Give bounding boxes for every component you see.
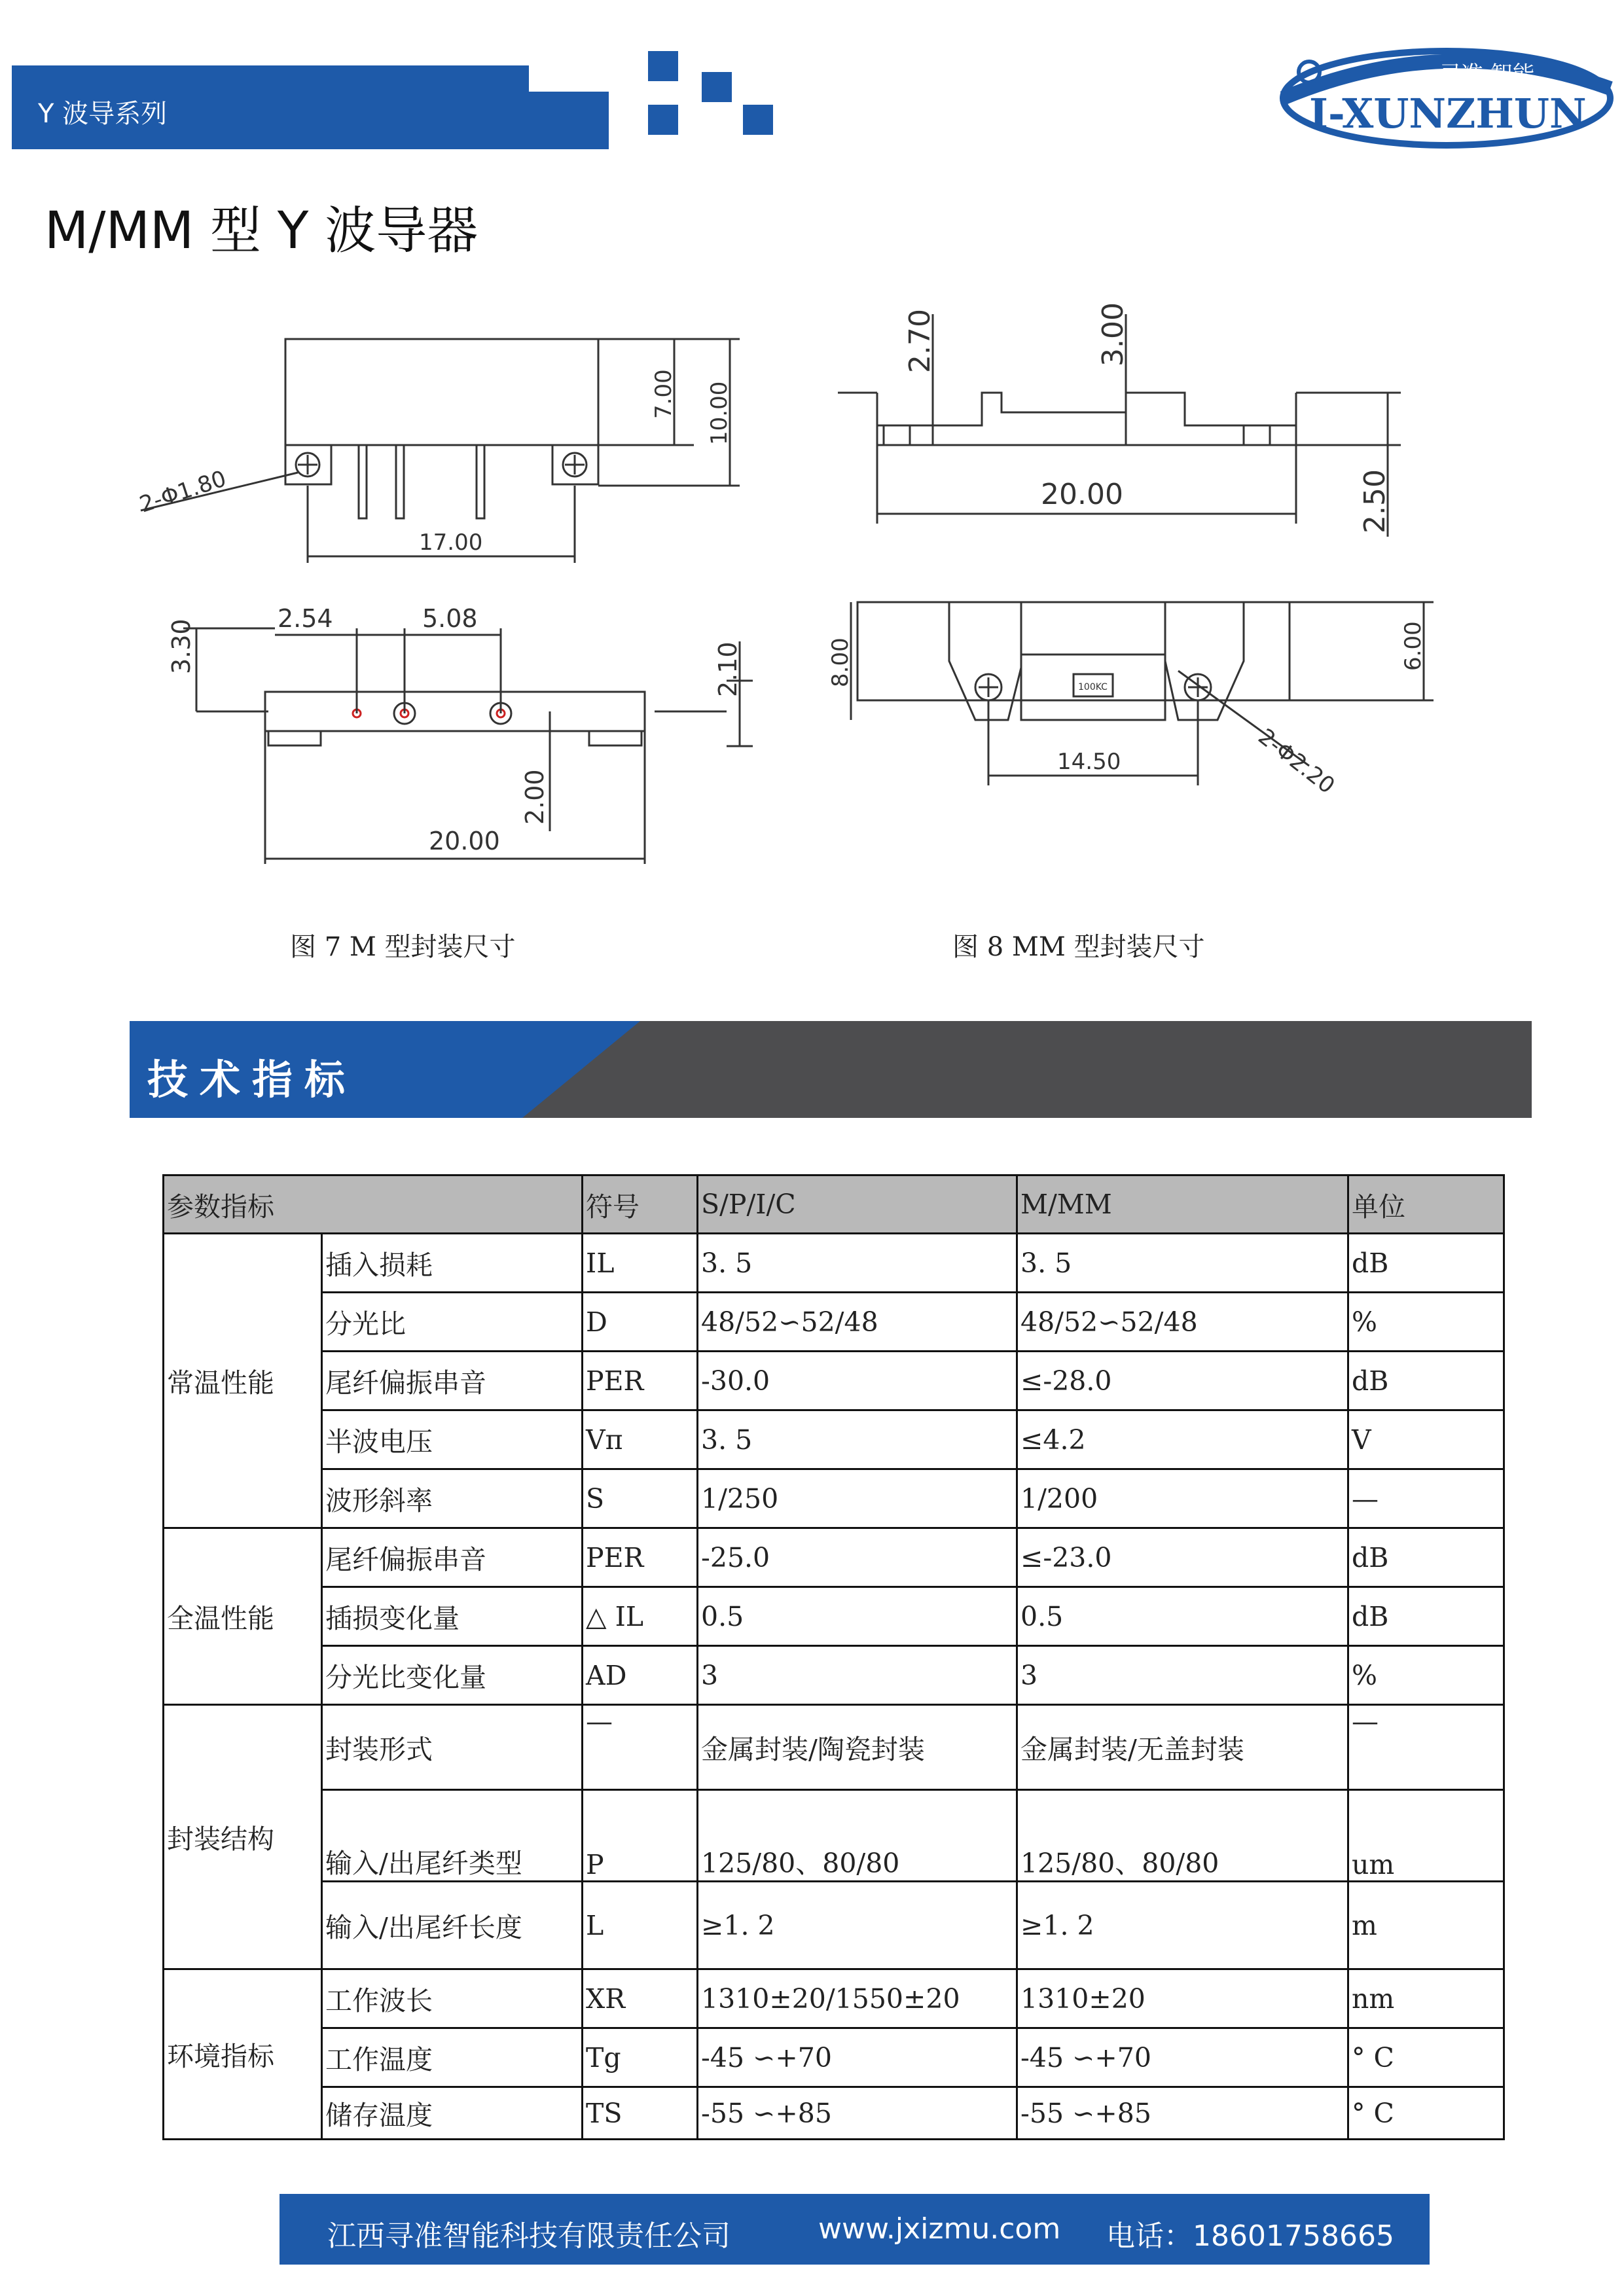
svg-text:2.50: 2.50: [1358, 469, 1392, 533]
table-row: [164, 1969, 1504, 2028]
table-cell: ≤-28.0: [1017, 1352, 1348, 1410]
svg-text:2.54: 2.54: [278, 604, 333, 633]
table-cell: m: [1348, 1882, 1504, 1969]
table-row: [164, 1646, 1504, 1705]
table-cell: 3. 5: [698, 1410, 1017, 1469]
table-header-cell: 单位: [1348, 1175, 1504, 1234]
table-row: [164, 1352, 1504, 1410]
table-cell: -45 ∽+70: [698, 2028, 1017, 2087]
group-label: 全温性能: [164, 1528, 322, 1705]
table-cell: △ IL: [583, 1587, 698, 1646]
svg-text:17.00: 17.00: [419, 529, 483, 556]
package-drawings: [0, 281, 1624, 1001]
svg-text:2.00: 2.00: [520, 769, 549, 825]
table-cell: -30.0: [698, 1352, 1017, 1410]
svg-text:10.00: 10.00: [706, 381, 732, 445]
table-row: [164, 1234, 1504, 1293]
table-cell: XR: [583, 1969, 698, 2028]
table-cell: -25.0: [698, 1528, 1017, 1587]
table-cell: 3. 5: [1017, 1234, 1348, 1293]
table-cell: ≤-23.0: [1017, 1528, 1348, 1587]
table-cell: 输入/出尾纤类型: [322, 1790, 583, 1882]
fig8-top-view: [851, 602, 1434, 785]
table-cell: 3: [698, 1646, 1017, 1705]
table-cell: dB: [1348, 1234, 1504, 1293]
svg-text:3.30: 3.30: [167, 619, 196, 674]
group-label: 封装结构: [164, 1705, 322, 1969]
table-header-cell: M/MM: [1017, 1175, 1348, 1234]
table-cell: V: [1348, 1410, 1504, 1469]
table-row: [164, 1790, 1504, 1882]
table-cell: Tg: [583, 2028, 698, 2087]
group-label: 常温性能: [164, 1234, 322, 1528]
logo-text: I-XUNZHUN: [1309, 90, 1587, 137]
table-cell: 3. 5: [698, 1234, 1017, 1293]
table-cell: 分光比: [322, 1293, 583, 1352]
table-row: [164, 1293, 1504, 1352]
table-cell: -55 ∽+85: [698, 2087, 1017, 2140]
table-row: [164, 2028, 1504, 2087]
table-cell: dB: [1348, 1587, 1504, 1646]
table-cell: ≥1. 2: [1017, 1882, 1348, 1969]
table-cell: dB: [1348, 1528, 1504, 1587]
table-cell: 1310±20/1550±20: [698, 1969, 1017, 2028]
table-cell: ° C: [1348, 2087, 1504, 2140]
table-cell: Vπ: [583, 1410, 698, 1469]
decor-square: [648, 51, 678, 81]
decor-square: [702, 72, 732, 102]
table-cell: 波形斜率: [322, 1469, 583, 1528]
table-cell: 储存温度: [322, 2087, 583, 2140]
table-cell: IL: [583, 1234, 698, 1293]
table-row: [164, 1410, 1504, 1469]
header-bar-extension: [497, 92, 609, 149]
table-cell: 工作波长: [322, 1969, 583, 2028]
svg-text:3.00: 3.00: [1096, 302, 1130, 367]
table-cell: L: [583, 1882, 698, 1969]
company-logo: [1270, 36, 1623, 160]
footer-phone: 电话：18601758665: [1106, 2219, 1394, 2253]
table-row: [164, 1882, 1504, 1969]
table-cell: 插入损耗: [322, 1234, 583, 1293]
table-cell: PER: [583, 1352, 698, 1410]
table-row: [164, 1587, 1504, 1646]
table-cell: PER: [583, 1528, 698, 1587]
table-cell: 48/52∽52/48: [698, 1293, 1017, 1352]
table-cell: S: [583, 1469, 698, 1528]
table-cell: 48/52∽52/48: [1017, 1293, 1348, 1352]
svg-text:20.00: 20.00: [1041, 478, 1123, 511]
page-title: M/MM 型 Y 波导器: [45, 202, 478, 260]
table-cell: TS: [583, 2087, 698, 2140]
table-cell: -55 ∽+85: [1017, 2087, 1348, 2140]
svg-text:14.50: 14.50: [1057, 749, 1121, 775]
table-cell: 0.5: [698, 1587, 1017, 1646]
table-cell: ≤4.2: [1017, 1410, 1348, 1469]
table-header-cell: 符号: [583, 1175, 698, 1234]
table-cell: 尾纤偏振串音: [322, 1528, 583, 1587]
svg-text:2-Φ1.80: 2-Φ1.80: [136, 465, 230, 518]
table-cell: 1/250: [698, 1469, 1017, 1528]
table-cell: %: [1348, 1293, 1504, 1352]
section-title: 技术指标: [147, 1056, 357, 1103]
table-cell: P: [583, 1790, 698, 1882]
table-row: [164, 1528, 1504, 1587]
table-cell: 3: [1017, 1646, 1348, 1705]
table-cell: AD: [583, 1646, 698, 1705]
spec-table: [162, 1174, 1505, 2140]
footer-website: www.jxizmu.com: [818, 2212, 1061, 2246]
table-cell: -45 ∽+70: [1017, 2028, 1348, 2087]
table-cell: 125/80、80/80: [698, 1790, 1017, 1882]
svg-text:7.00: 7.00: [651, 369, 677, 419]
table-cell: nm: [1348, 1969, 1504, 2028]
table-cell: 封装形式: [322, 1705, 583, 1790]
table-cell: 尾纤偏振串音: [322, 1352, 583, 1410]
table-header-cell: 参数指标: [164, 1175, 583, 1234]
decor-square: [648, 105, 678, 135]
table-cell: 输入/出尾纤长度: [322, 1882, 583, 1969]
table-row: [164, 1469, 1504, 1528]
table-cell: 工作温度: [322, 2028, 583, 2087]
table-row: [164, 2087, 1504, 2140]
table-cell: ° C: [1348, 2028, 1504, 2087]
series-label: Y 波导系列: [38, 99, 168, 129]
table-cell: 125/80、80/80: [1017, 1790, 1348, 1882]
table-cell: D: [583, 1293, 698, 1352]
table-cell: um: [1348, 1790, 1504, 1882]
svg-text:8.00: 8.00: [827, 637, 854, 687]
table-cell: 金属封装/陶瓷封装: [698, 1705, 1017, 1790]
table-cell: —: [1348, 1469, 1504, 1528]
table-row: [164, 1705, 1504, 1790]
table-cell: dB: [1348, 1352, 1504, 1410]
table-header-row: [164, 1175, 1504, 1234]
table-cell: %: [1348, 1646, 1504, 1705]
footer-company: 江西寻准智能科技有限责任公司: [327, 2219, 731, 2253]
table-cell: ≥1. 2: [698, 1882, 1017, 1969]
svg-text:100KC: 100KC: [1078, 682, 1108, 692]
table-cell: 金属封装/无盖封装: [1017, 1705, 1348, 1790]
fig8-caption: 图 8 MM 型封装尺寸: [952, 932, 1205, 962]
group-label: 环境指标: [164, 1969, 322, 2140]
fig7-caption: 图 7 M 型封装尺寸: [290, 932, 516, 962]
table-cell: 0.5: [1017, 1587, 1348, 1646]
svg-text:2.10: 2.10: [713, 641, 742, 697]
table-cell: —: [583, 1705, 698, 1790]
table-cell: 1/200: [1017, 1469, 1348, 1528]
logo-cn: 寻准·智能: [1439, 62, 1535, 88]
table-cell: 分光比变化量: [322, 1646, 583, 1705]
svg-text:2-Φ2.20: 2-Φ2.20: [1253, 723, 1340, 800]
svg-text:20.00: 20.00: [429, 827, 500, 855]
table-cell: —: [1348, 1705, 1504, 1790]
table-cell: 插损变化量: [322, 1587, 583, 1646]
table-header-cell: S/P/I/C: [698, 1175, 1017, 1234]
svg-text:6.00: 6.00: [1400, 621, 1426, 671]
svg-text:2.70: 2.70: [903, 309, 937, 373]
table-cell: 半波电压: [322, 1410, 583, 1469]
svg-text:5.08: 5.08: [422, 604, 478, 633]
decor-square: [743, 105, 773, 135]
table-cell: 1310±20: [1017, 1969, 1348, 2028]
